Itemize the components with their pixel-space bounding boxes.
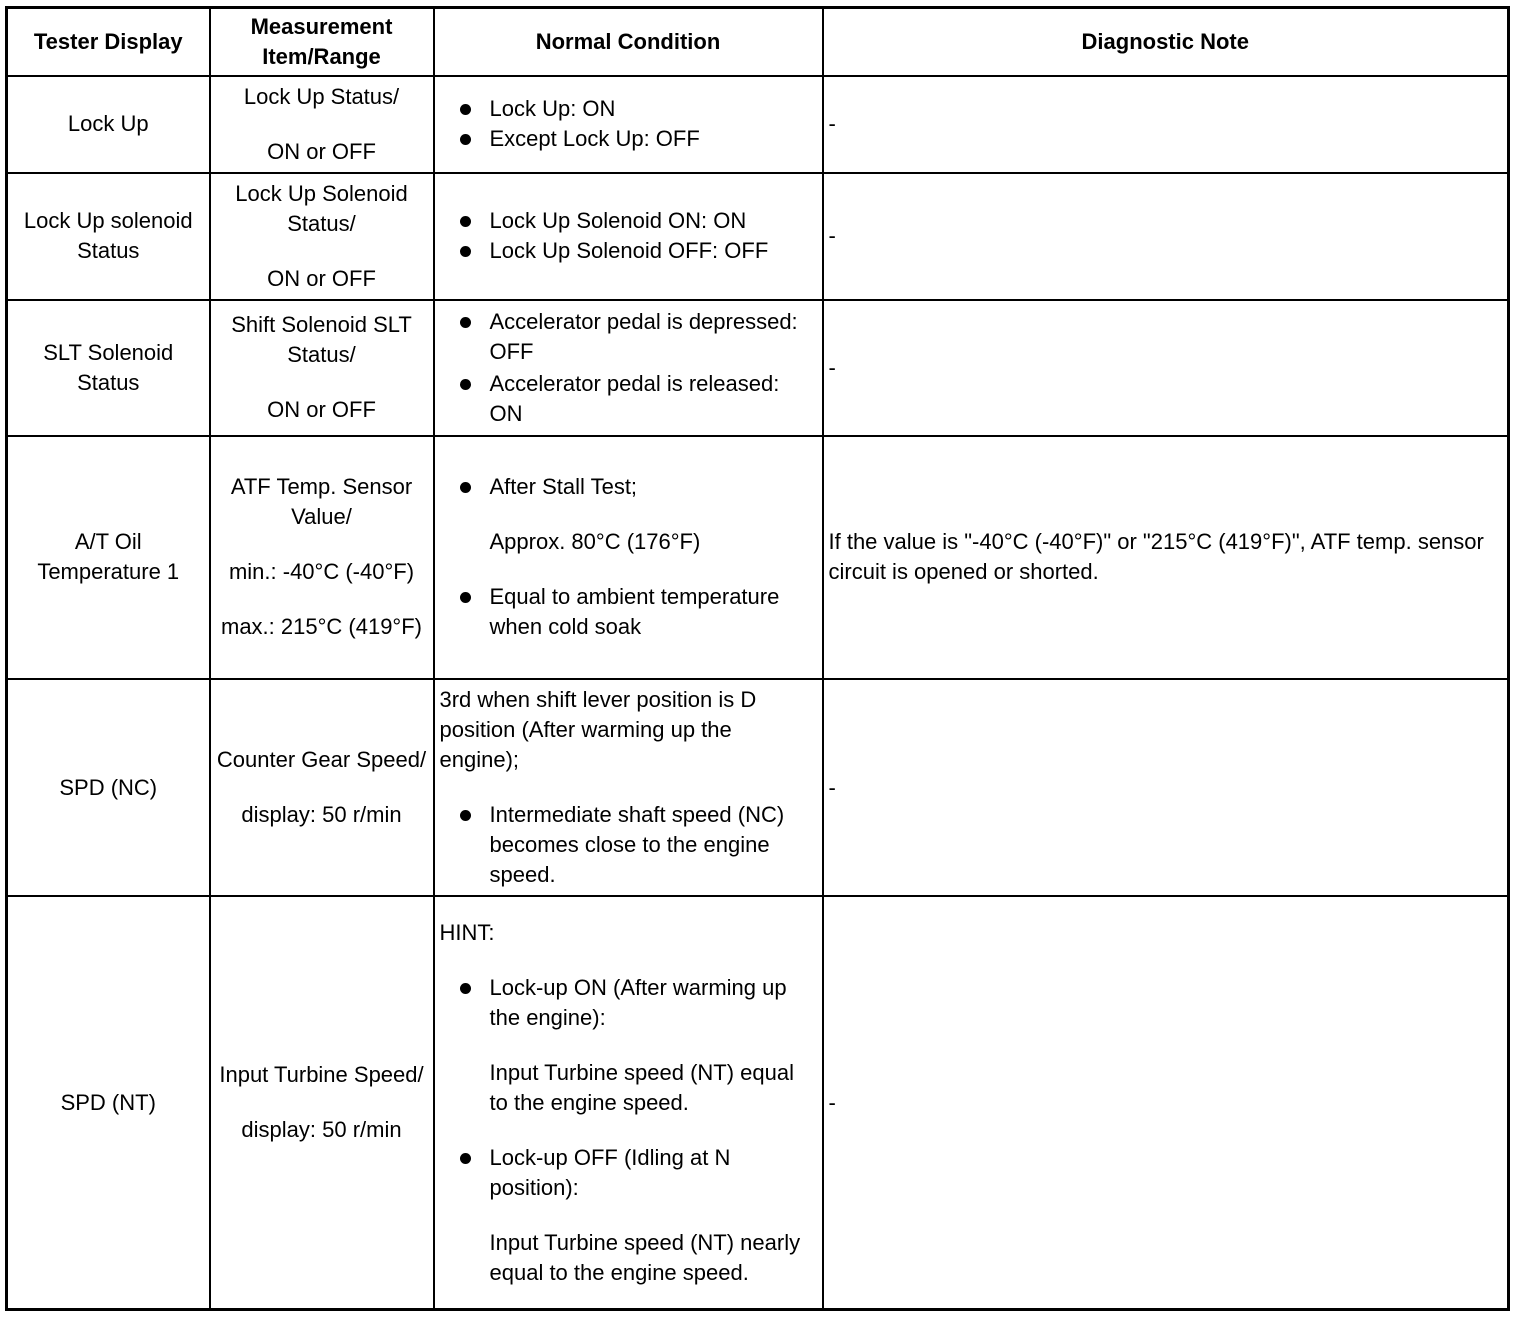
condition-bullet (440, 472, 817, 557)
spacer (216, 370, 428, 395)
measurement-cell (210, 173, 434, 300)
condition-bullet: Lock Up Solenoid OFF: OFF (440, 236, 817, 266)
spacer (216, 239, 428, 264)
diagnostic-note-cell: - (823, 300, 1509, 436)
normal-condition-cell (434, 896, 823, 1309)
condition-list (440, 206, 817, 266)
normal-condition-cell (434, 76, 823, 173)
measurement-cell (210, 76, 434, 173)
measurement-cell (210, 436, 434, 679)
header-row (7, 8, 1509, 76)
condition-bullet (440, 973, 817, 1118)
diagnostic-note-cell: - (823, 173, 1509, 300)
condition-list (440, 800, 817, 890)
condition-list (440, 94, 817, 154)
condition-text: Lock-up ON (After warming up the engine): (489, 974, 787, 1030)
table-row (7, 436, 1509, 679)
condition-list (440, 973, 817, 1288)
spacer (216, 1090, 428, 1115)
measurement-range: display: 50 r/min (241, 1117, 402, 1143)
normal-condition-cell (434, 436, 823, 679)
measurement-range: display: 50 r/min (241, 802, 402, 828)
measurement-max: max.: 215°C (419°F) (221, 614, 422, 640)
data-list-table (5, 6, 1510, 1311)
condition-list (440, 307, 817, 429)
condition-subtext: Approx. 80°C (176°F) (489, 529, 701, 555)
spacer (490, 1033, 817, 1058)
table-row (7, 300, 1509, 436)
diagnostic-note-cell: - (823, 679, 1509, 896)
spacer (490, 1203, 817, 1228)
condition-bullet (440, 1143, 817, 1288)
table-row (7, 679, 1509, 896)
spacer (440, 948, 817, 973)
condition-text: After Stall Test; (489, 474, 638, 500)
measurement-min: min.: -40°C (-40°F) (228, 559, 415, 585)
tester-display-cell: SPD (NT) (7, 896, 210, 1309)
measurement-range: ON or OFF (267, 138, 376, 164)
measurement-item: Shift Solenoid SLT Status/ (231, 312, 412, 368)
condition-text: Equal to ambient temperature when cold soak (489, 584, 780, 640)
condition-subtext: Input Turbine speed (NT) equal to the engine speed. (489, 1059, 795, 1115)
spacer (216, 587, 428, 612)
measurement-cell (210, 679, 434, 896)
condition-bullet (440, 582, 817, 642)
spacer (490, 502, 817, 527)
spacer (216, 775, 428, 800)
table-row (7, 896, 1509, 1309)
normal-condition-cell (434, 173, 823, 300)
header-normal-condition: Normal Condition (434, 8, 823, 76)
spacer (216, 112, 428, 137)
condition-subtext: Input Turbine speed (NT) nearly equal to the engine speed. (489, 1229, 801, 1285)
spacer (216, 532, 428, 557)
header-measurement: Measurement Item/Range (210, 8, 434, 76)
measurement-range: ON or OFF (267, 265, 376, 291)
diagnostic-note-cell: - (823, 76, 1509, 173)
condition-bullet: Lock Up: ON (440, 94, 817, 124)
condition-bullet: Accelerator pedal is released: ON (440, 369, 817, 429)
condition-intro: 3rd when shift lever position is D position (After warming up the engine); (439, 687, 757, 773)
normal-condition-cell (434, 300, 823, 436)
condition-bullet: Except Lock Up: OFF (440, 124, 817, 154)
measurement-item: Counter Gear Speed/ (216, 747, 427, 773)
measurement-item: ATF Temp. Sensor Value/ (230, 474, 413, 530)
tester-display-cell: SLT Solenoid Status (7, 300, 210, 436)
tester-display-cell: A/T Oil Temperature 1 (7, 436, 210, 679)
condition-bullet: Lock Up Solenoid ON: ON (440, 206, 817, 236)
diagnostic-note-cell: If the value is "-40°C (-40°F)" or "215°C (419°F)", ATF temp. sensor circuit is opened or shorted. (823, 436, 1509, 679)
condition-bullet: Intermediate shaft speed (NC) becomes close to the engine speed. (440, 800, 817, 890)
tester-display-cell: Lock Up (7, 76, 210, 173)
measurement-item: Lock Up Status/ (243, 83, 400, 109)
measurement-cell (210, 300, 434, 436)
table-row (7, 173, 1509, 300)
table-row (7, 76, 1509, 173)
measurement-range: ON or OFF (267, 397, 376, 423)
measurement-cell (210, 896, 434, 1309)
condition-list (440, 472, 817, 642)
tester-display-cell: Lock Up solenoid Status (7, 173, 210, 300)
diagnostic-note-cell: - (823, 896, 1509, 1309)
header-diagnostic-note: Diagnostic Note (823, 8, 1509, 76)
condition-bullet: Accelerator pedal is depressed: OFF (440, 307, 817, 367)
spacer (440, 775, 817, 800)
tester-display-cell: SPD (NC) (7, 679, 210, 896)
normal-condition-cell (434, 679, 823, 896)
measurement-item: Input Turbine Speed/ (219, 1062, 424, 1088)
measurement-item: Lock Up Solenoid Status/ (235, 180, 408, 236)
header-tester-display: Tester Display (7, 8, 210, 76)
condition-intro: HINT: (439, 919, 495, 945)
condition-text: Lock-up OFF (Idling at N position): (489, 1144, 731, 1200)
